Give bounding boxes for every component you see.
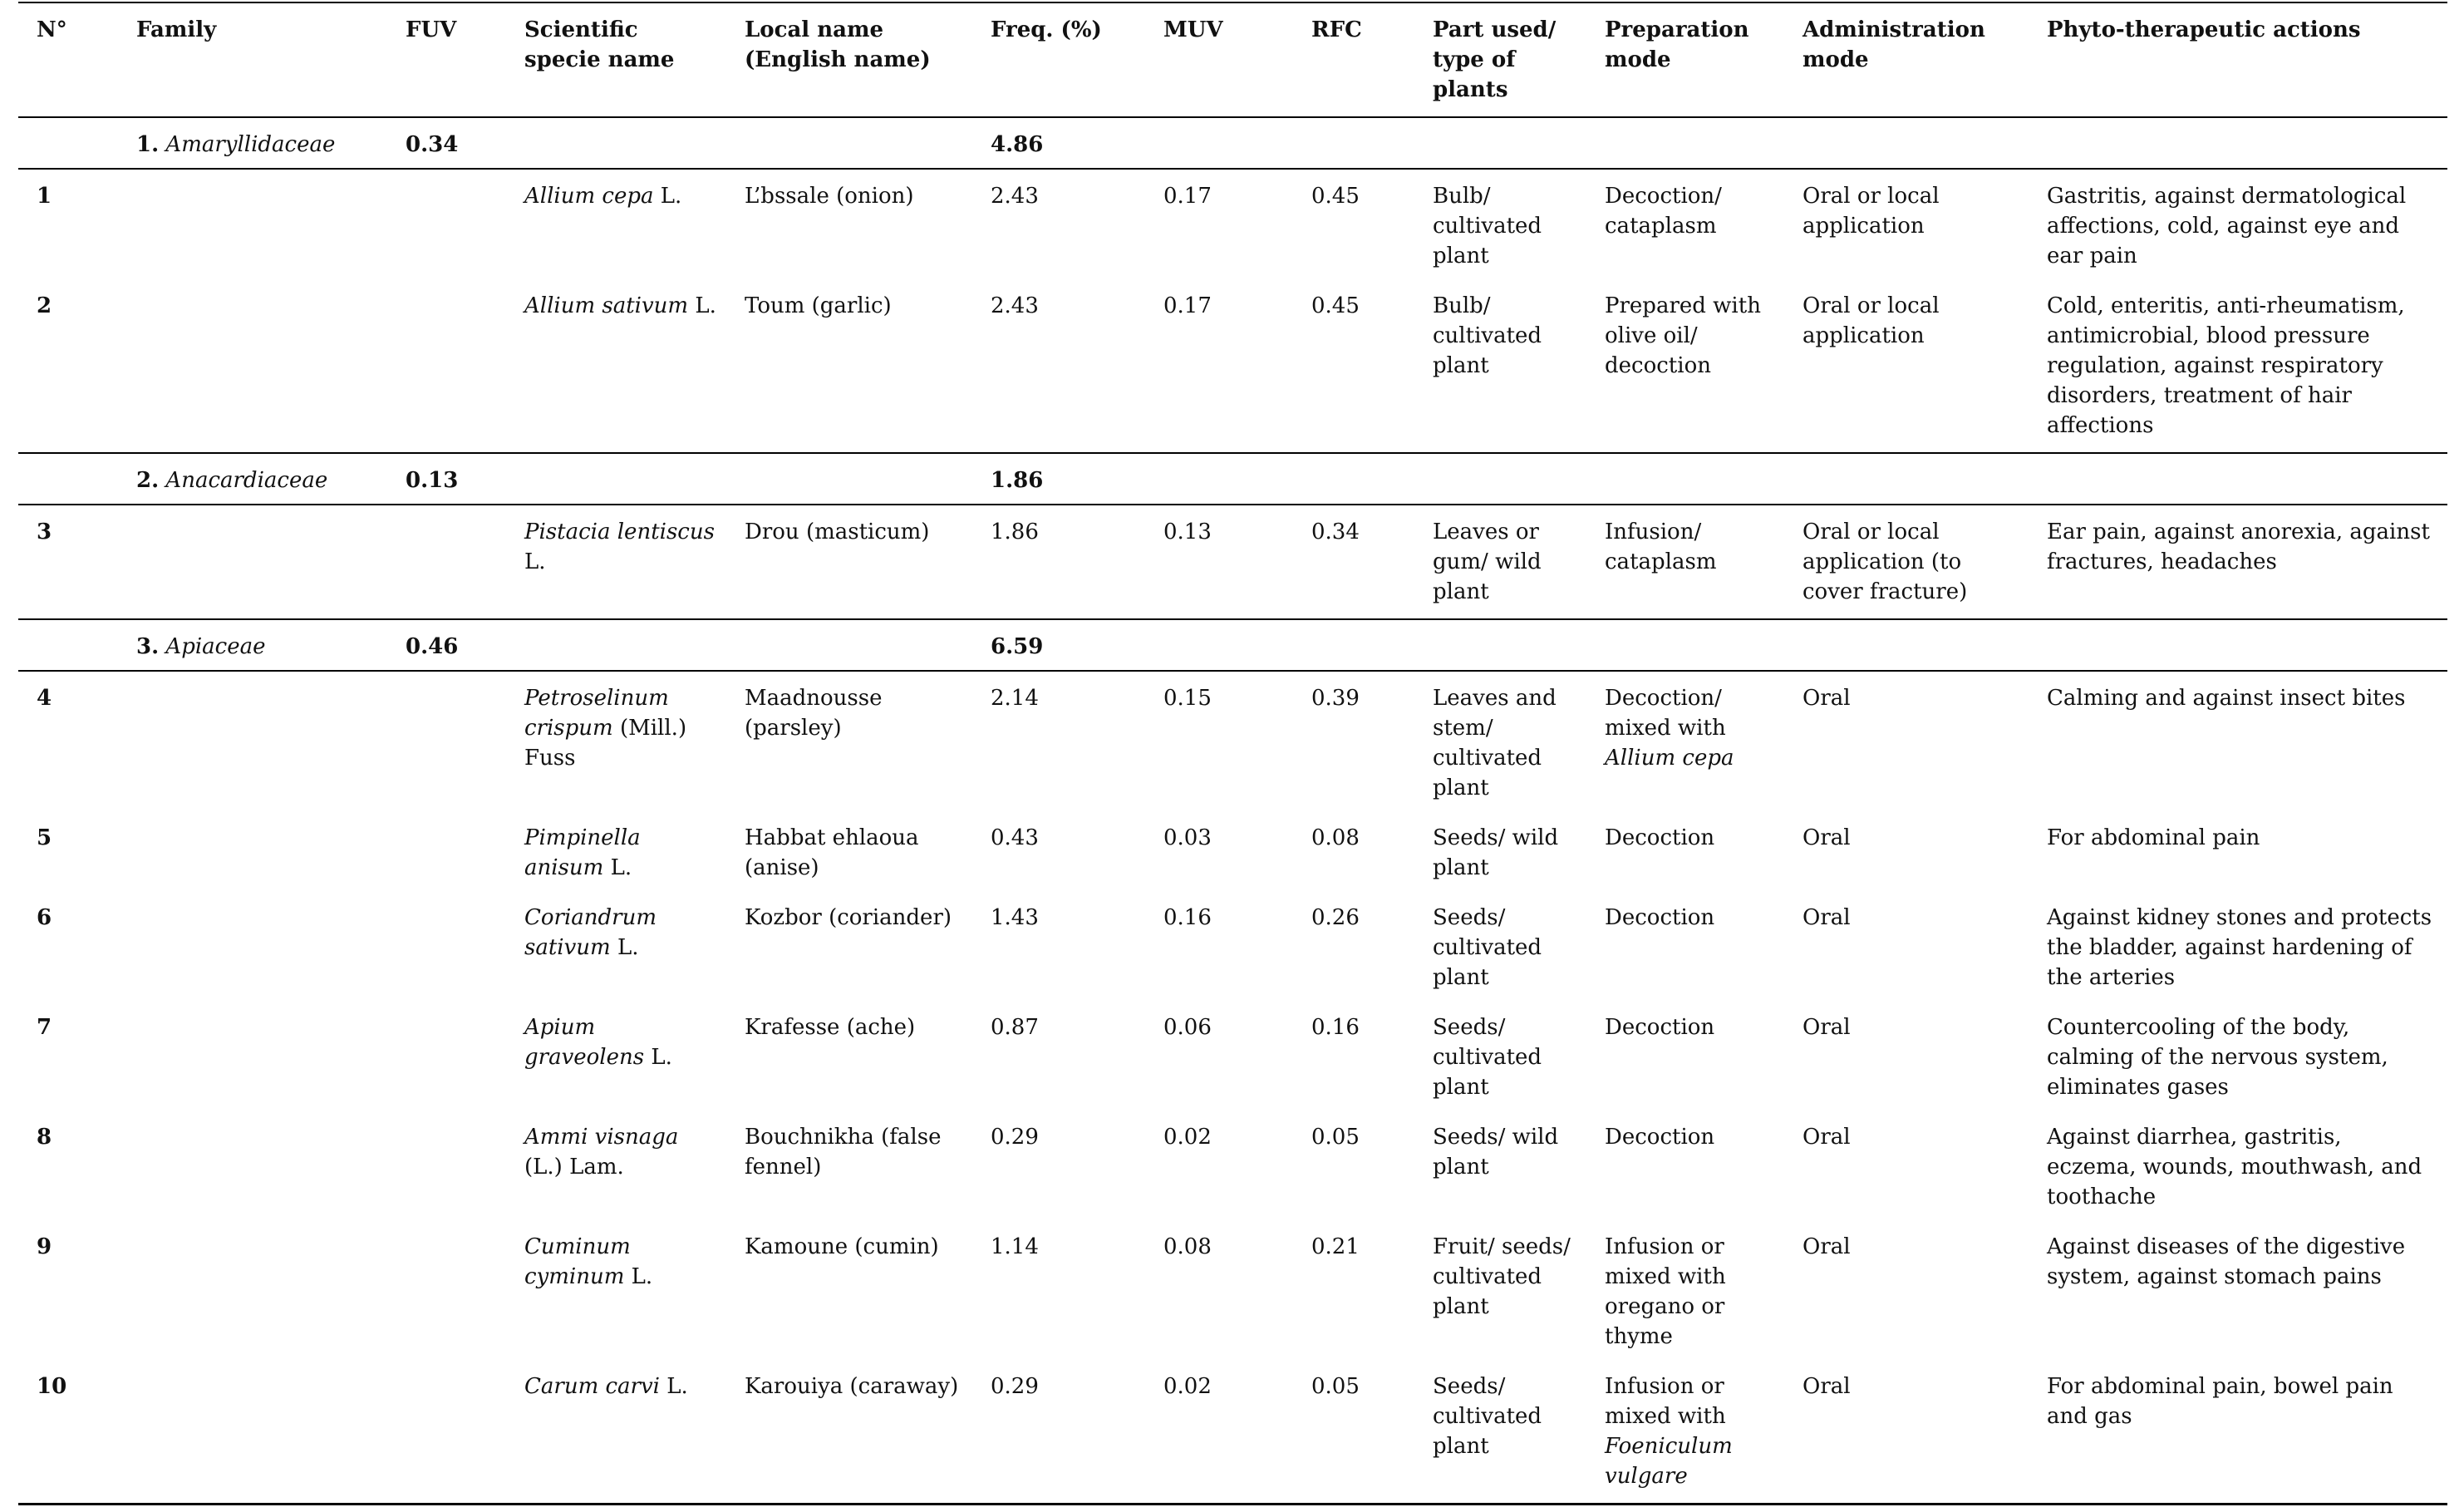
- muv-value: 0.03: [1163, 825, 1212, 850]
- scientific-name: [506, 283, 726, 453]
- scientific-genus-species: Pimpinella anisum: [524, 825, 641, 880]
- preparation-mode: [1586, 815, 1784, 894]
- rfc-value: 0.45: [1311, 184, 1360, 209]
- preparation-text: Decoction: [1605, 905, 1715, 930]
- muv-value: 0.08: [1163, 1234, 1212, 1259]
- family-empty-cell: [1293, 117, 1414, 169]
- administration-mode: Oral: [1803, 905, 1851, 930]
- local-name: Toum (garlic): [726, 283, 972, 453]
- part-used: Leaves or gum/ wild plant: [1414, 505, 1586, 619]
- scientific-author: L.: [688, 293, 716, 318]
- preparation-plant-name: Allium cepa: [1605, 746, 1734, 771]
- phyto-actions: Against diseases of the digestive system, against stomach pains: [2047, 1234, 2406, 1289]
- scientific-name: [506, 1114, 726, 1224]
- family-empty-cell: [2029, 453, 2447, 505]
- rfc-value: 0.05: [1311, 1125, 1360, 1150]
- header-freq: Freq. (%): [972, 2, 1145, 117]
- table-row: [18, 505, 2447, 619]
- phyto-actions: Against diarrhea, gastritis, eczema, wounds, mouthwash, and toothache: [2047, 1125, 2422, 1209]
- administration-mode: Oral: [1803, 1234, 1851, 1259]
- rfc-value: 0.16: [1311, 1015, 1360, 1040]
- part-used: Bulb/ cultivated plant: [1433, 184, 1542, 268]
- scientific-name: [506, 505, 726, 619]
- muv-value: 0.02: [1145, 1363, 1293, 1505]
- scientific-author: L.: [653, 184, 682, 209]
- administration-mode: Oral: [1803, 686, 1851, 711]
- row-fuv-empty: [387, 283, 506, 453]
- family-empty-cell: [1145, 619, 1293, 671]
- family-empty-cell: [2029, 117, 2447, 169]
- row-family-empty: [118, 894, 387, 1004]
- rfc-value: 0.26: [1311, 905, 1360, 930]
- family-empty-cell: [1145, 453, 1293, 505]
- rfc-value: 0.39: [1311, 686, 1360, 711]
- row-number: 5: [37, 825, 52, 850]
- family-empty-sci: [506, 453, 726, 505]
- scientific-genus-species: Cuminum cyminum: [524, 1234, 631, 1289]
- scientific-name: [506, 815, 726, 894]
- part-used: Fruit/ seeds/ cultivated plant: [1433, 1234, 1571, 1319]
- local-name: Krafesse (ache): [745, 1015, 916, 1040]
- frequency: 1.86: [972, 505, 1145, 619]
- scientific-author: L.: [659, 1374, 688, 1399]
- row-fuv-empty: [387, 1224, 506, 1363]
- frequency: 0.87: [991, 1015, 1039, 1040]
- family-empty-cell: [2029, 619, 2447, 671]
- row-number: 7: [37, 1015, 52, 1040]
- preparation-mode: [1586, 283, 1784, 453]
- table-row: [18, 283, 2447, 453]
- table-row: [18, 1363, 2447, 1505]
- preparation-text: Decoction: [1605, 825, 1715, 850]
- scientific-genus-species: Pistacia lentiscus: [524, 520, 715, 544]
- row-family-empty: [118, 1363, 387, 1505]
- preparation-mode: [1586, 1004, 1784, 1114]
- family-empty-sci: [506, 117, 726, 169]
- row-family-empty: [118, 283, 387, 453]
- family-row: [18, 117, 2447, 169]
- family-row: [18, 619, 2447, 671]
- table-body: [18, 117, 2447, 1505]
- row-family-empty: [118, 1004, 387, 1114]
- scientific-genus-species: Allium sativum: [524, 293, 689, 318]
- frequency: 2.43: [991, 184, 1039, 209]
- scientific-author: L.: [624, 1264, 653, 1289]
- row-fuv-empty: [387, 815, 506, 894]
- scientific-name: [506, 1363, 726, 1505]
- header-prep: Preparation mode: [1586, 2, 1784, 117]
- table-row: [18, 894, 2447, 1004]
- header-fuv: FUV: [387, 2, 506, 117]
- scientific-name: [506, 1224, 726, 1363]
- administration-mode: Oral: [1803, 1015, 1851, 1040]
- preparation-text: Infusion or mixed with: [1605, 1374, 1726, 1429]
- family-fuv: 0.46: [387, 619, 506, 671]
- muv-value: 0.16: [1163, 905, 1212, 930]
- header-muv: MUV: [1145, 2, 1293, 117]
- preparation-mode: [1586, 1114, 1784, 1224]
- family-empty-cell: [1293, 619, 1414, 671]
- family-row: [18, 453, 2447, 505]
- row-family-empty: [118, 1114, 387, 1224]
- header-rfc: RFC: [1293, 2, 1414, 117]
- phyto-actions: Calming and against insect bites: [2047, 686, 2406, 711]
- row-family-empty: [118, 815, 387, 894]
- scientific-author: L.: [603, 855, 632, 880]
- header-part: Part used/ type of plants: [1414, 2, 1586, 117]
- row-number: 2: [18, 283, 118, 453]
- family-fuv: 0.34: [387, 117, 506, 169]
- family-name: Anacardiaceae: [165, 468, 328, 493]
- part-used: Bulb/ cultivated plant: [1414, 283, 1586, 453]
- scientific-genus-species: Ammi visnaga: [524, 1125, 679, 1150]
- phyto-actions: Cold, enteritis, anti-rheumatism, antimicrobial, blood pressure regulation, against respiratory disorders, treatment of hair affections: [2029, 283, 2447, 453]
- header-family: Family: [118, 2, 387, 117]
- family-empty-local: [726, 453, 972, 505]
- local-name: L’bssale (onion): [745, 184, 914, 209]
- frequency: 0.29: [972, 1363, 1145, 1505]
- table-row: [18, 815, 2447, 894]
- table-row: [18, 169, 2447, 283]
- part-used: Seeds/ cultivated plant: [1433, 905, 1542, 990]
- part-used: Leaves and stem/ cultivated plant: [1433, 686, 1557, 800]
- scientific-author: L.: [644, 1045, 672, 1070]
- row-number: 8: [37, 1125, 52, 1150]
- family-empty-cell: [1586, 117, 1784, 169]
- row-family-empty: [118, 671, 387, 815]
- frequency: 1.14: [991, 1234, 1039, 1259]
- administration-mode: Oral: [1803, 825, 1851, 850]
- family-empty-cell: [1784, 453, 2029, 505]
- family-empty-cell: [1145, 117, 1293, 169]
- family-empty-sci: [506, 619, 726, 671]
- row-fuv-empty: [387, 1004, 506, 1114]
- header-admin: Administration mode: [1784, 2, 2029, 117]
- family-empty-cell: [1414, 619, 1586, 671]
- frequency: 1.43: [991, 905, 1039, 930]
- preparation-mode: [1586, 1363, 1784, 1505]
- phyto-actions: For abdominal pain, bowel pain and gas: [2029, 1363, 2447, 1505]
- frequency: 2.14: [991, 686, 1039, 711]
- scientific-genus-species: Carum carvi: [524, 1374, 660, 1399]
- preparation-text: Infusion/ cataplasm: [1605, 520, 1717, 574]
- row-family-empty: [118, 1224, 387, 1363]
- family-name: Apiaceae: [165, 634, 266, 659]
- row-family-empty: [118, 505, 387, 619]
- rfc-value: 0.34: [1293, 505, 1414, 619]
- family-empty-local: [726, 117, 972, 169]
- preparation-text: Decoction: [1605, 1125, 1715, 1150]
- header-local: Local name (English name): [726, 2, 972, 117]
- row-number: 9: [37, 1234, 52, 1259]
- table-row: [18, 1224, 2447, 1363]
- family-empty-cell: [1414, 117, 1586, 169]
- preparation-text: Decoction/ cataplasm: [1605, 184, 1722, 239]
- family-freq: 6.59: [972, 619, 1145, 671]
- muv-value: 0.17: [1145, 283, 1293, 453]
- preparation-text: Decoction: [1605, 1015, 1715, 1040]
- header-no: N°: [18, 2, 118, 117]
- table-row: [18, 671, 2447, 815]
- rfc-value: 0.05: [1293, 1363, 1414, 1505]
- part-used: Seeds/ cultivated plant: [1433, 1015, 1542, 1100]
- row-number: 1: [37, 184, 52, 209]
- family-empty-cell: [1586, 453, 1784, 505]
- scientific-author: L.: [610, 935, 639, 960]
- administration-mode: Oral or local application (to cover fracture): [1784, 505, 2029, 619]
- scientific-author: (Mill.) Fuss: [524, 716, 687, 771]
- row-fuv-empty: [387, 1114, 506, 1224]
- muv-value: 0.06: [1163, 1015, 1212, 1040]
- family-empty-cell: [1784, 619, 2029, 671]
- preparation-mode: [1586, 169, 1784, 283]
- header-row: [18, 2, 2447, 117]
- row-fuv-empty: [387, 671, 506, 815]
- preparation-mode: [1586, 1224, 1784, 1363]
- row-number: 6: [37, 905, 52, 930]
- part-used: Seeds/ wild plant: [1433, 1125, 1559, 1180]
- scientific-name: [506, 1004, 726, 1114]
- family-freq: 1.86: [972, 453, 1145, 505]
- preparation-mode: [1586, 671, 1784, 815]
- table-row: [18, 1114, 2447, 1224]
- administration-mode: Oral: [1784, 1363, 2029, 1505]
- row-fuv-empty: [387, 894, 506, 1004]
- family-empty-cell: [1784, 117, 2029, 169]
- family-empty-local: [726, 619, 972, 671]
- row-number: 4: [37, 686, 52, 711]
- frequency: 0.43: [991, 825, 1039, 850]
- administration-mode: Oral or local application: [1803, 184, 1940, 239]
- family-fuv: 0.13: [387, 453, 506, 505]
- frequency: 0.29: [991, 1125, 1039, 1150]
- plant-table: [18, 2, 2447, 1505]
- preparation-text: Decoction/ mixed with: [1605, 686, 1726, 741]
- local-name: Kozbor (coriander): [745, 905, 952, 930]
- local-name: Drou (masticum): [726, 505, 972, 619]
- scientific-name: [506, 894, 726, 1004]
- phyto-actions: For abdominal pain: [2047, 825, 2260, 850]
- family-index: 3.: [136, 634, 160, 659]
- row-fuv-empty: [387, 1363, 506, 1505]
- family-freq: 4.86: [972, 117, 1145, 169]
- scientific-name: [506, 671, 726, 815]
- scientific-author: (L.) Lam.: [524, 1155, 624, 1180]
- rfc-value: 0.08: [1311, 825, 1360, 850]
- scientific-name: [506, 169, 726, 283]
- scientific-genus-species: Apium graveolens: [524, 1015, 645, 1070]
- table-row: [18, 1004, 2447, 1114]
- scientific-author: L.: [524, 549, 546, 574]
- scientific-genus-species: Allium cepa: [524, 184, 654, 209]
- muv-value: 0.02: [1163, 1125, 1212, 1150]
- row-fuv-empty: [387, 505, 506, 619]
- muv-value: 0.17: [1163, 184, 1212, 209]
- family-empty-cell: [1293, 453, 1414, 505]
- muv-value: 0.13: [1145, 505, 1293, 619]
- scientific-genus-species: Petroselinum crispum: [524, 686, 669, 741]
- scientific-genus-species: Coriandrum sativum: [524, 905, 657, 960]
- phyto-actions: Against kidney stones and protects the bladder, against hardening of the arteries: [2047, 905, 2432, 990]
- local-name: Karouiya (caraway): [726, 1363, 972, 1505]
- muv-value: 0.15: [1163, 686, 1212, 711]
- family-name-cell: [118, 117, 387, 169]
- family-empty-cell: [1414, 453, 1586, 505]
- family-name: Amaryllidaceae: [165, 132, 336, 157]
- family-empty-no: [18, 453, 118, 505]
- family-empty-cell: [1586, 619, 1784, 671]
- preparation-text: Prepared with olive oil/ decoction: [1605, 293, 1761, 378]
- family-index: 1.: [136, 132, 160, 157]
- part-used: Seeds/ cultivated plant: [1414, 1363, 1586, 1505]
- family-empty-no: [18, 117, 118, 169]
- preparation-text: Infusion or mixed with oregano or thyme: [1605, 1234, 1726, 1349]
- local-name: Habbat ehlaoua (anise): [745, 825, 919, 880]
- preparation-mode: [1586, 505, 1784, 619]
- header-actions: Phyto-therapeutic actions: [2029, 2, 2447, 117]
- administration-mode: Oral: [1803, 1125, 1851, 1150]
- local-name: Bouchnikha (false fennel): [745, 1125, 942, 1180]
- local-name: Kamoune (cumin): [745, 1234, 939, 1259]
- preparation-plant-name: Foeniculum vulgare: [1605, 1434, 1733, 1489]
- family-index: 2.: [136, 468, 160, 493]
- header-scientific: Scientific specie name: [506, 2, 726, 117]
- row-number: 3: [18, 505, 118, 619]
- family-name-cell: [118, 453, 387, 505]
- family-name-cell: [118, 619, 387, 671]
- preparation-mode: [1586, 894, 1784, 1004]
- phyto-actions: Countercooling of the body, calming of the nervous system, eliminates gases: [2047, 1015, 2388, 1100]
- rfc-value: 0.21: [1311, 1234, 1360, 1259]
- local-name: Maadnousse (parsley): [745, 686, 883, 741]
- family-empty-no: [18, 619, 118, 671]
- row-number: 10: [18, 1363, 118, 1505]
- administration-mode: Oral or local application: [1784, 283, 2029, 453]
- rfc-value: 0.45: [1293, 283, 1414, 453]
- row-family-empty: [118, 169, 387, 283]
- phyto-actions: Ear pain, against anorexia, against fractures, headaches: [2029, 505, 2447, 619]
- part-used: Seeds/ wild plant: [1433, 825, 1559, 880]
- phyto-actions: Gastritis, against dermatological affections, cold, against eye and ear pain: [2047, 184, 2407, 268]
- row-fuv-empty: [387, 169, 506, 283]
- frequency: 2.43: [972, 283, 1145, 453]
